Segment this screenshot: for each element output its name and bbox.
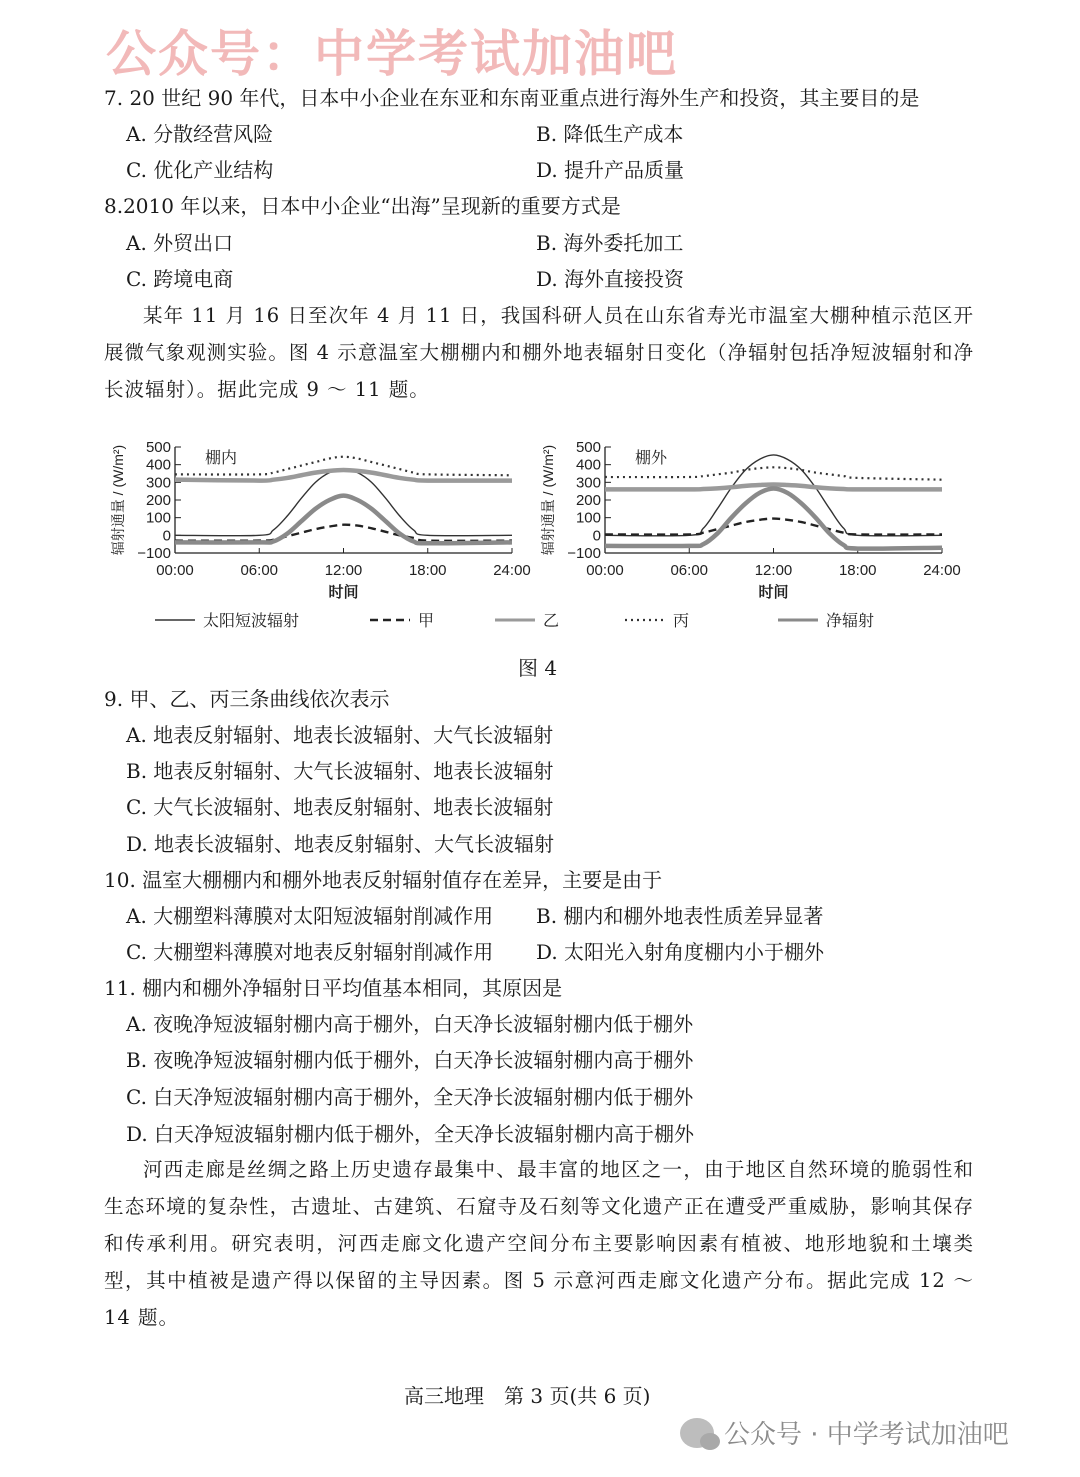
q11-stem: 11. 棚内和棚外净辐射日平均值基本相同，其原因是 bbox=[104, 976, 563, 1000]
watermark-text: 公众号：中学考试加油吧 bbox=[106, 25, 678, 83]
q9-option-c[interactable]: C. 大气长波辐射、地表反射辐射、地表长波辐射 bbox=[126, 795, 554, 819]
y-axis-label: 辐射通量 / (W/m²) bbox=[540, 444, 556, 556]
y-tick-label: 500 bbox=[145, 439, 171, 456]
q11-option-b[interactable]: B. 夜晚净短波辐射棚内低于棚外，白天净长波辐射棚内高于棚外 bbox=[126, 1048, 694, 1072]
chart-legend bbox=[155, 612, 874, 630]
x-tick-label: 00:00 bbox=[586, 562, 624, 579]
q9-option-d[interactable]: D. 地表长波辐射、地表反射辐射、大气长波辐射 bbox=[126, 832, 555, 856]
x-tick-label: 18:00 bbox=[408, 562, 447, 579]
page-footer: 高三地理 第 3 页(共 6 页) bbox=[404, 1384, 651, 1408]
q7-option-d[interactable]: D. 提升产品质量 bbox=[536, 158, 685, 182]
q8-stem: 8.2010 年以来，日本中小企业“出海”呈现新的重要方式是 bbox=[104, 194, 621, 218]
q7-stem: 7. 20 世纪 90 年代，日本中小企业在东亚和东南亚重点进行海外生产和投资，其主要目的是 bbox=[104, 86, 920, 110]
q10-option-d[interactable]: D. 太阳光入射角度棚内小于棚外 bbox=[536, 940, 825, 964]
y-tick-label: 100 bbox=[145, 509, 171, 527]
x-axis-label: 时间 bbox=[758, 584, 789, 601]
y-axis-label: 辐射通量 / (W/m²) bbox=[110, 444, 126, 556]
y-tick-label: 200 bbox=[145, 492, 171, 509]
q7-option-a[interactable]: A. 分散经营风险 bbox=[126, 122, 274, 146]
figure-caption: 图 4 bbox=[518, 656, 558, 680]
wechat-watermark-text: 公众号 · 中学考试加油吧 bbox=[724, 1420, 1009, 1450]
passage-greenhouse: 某年 11 月 16 日至次年 4 月 11 日，我国科研人员在山东省寿光市温室大棚种植示范区开展微气象观测实验。图 4 示意温室大棚棚内和棚外地表辐射日变化（净辐射包括净短波辐射和净长波辐射）。据此完成 9 ～ 11 题。 bbox=[104, 304, 974, 401]
legend-label-jia: 甲 bbox=[418, 613, 435, 630]
x-axis-label: 时间 bbox=[328, 584, 359, 601]
x-tick-label: 06:00 bbox=[240, 562, 279, 579]
y-tick-label: 500 bbox=[575, 439, 601, 456]
y-tick-label: −100 bbox=[567, 545, 601, 562]
q11-option-d[interactable]: D. 白天净短波辐射棚内低于棚外，全天净长波辐射棚内高于棚外 bbox=[126, 1122, 695, 1146]
legend-label-bing: 丙 bbox=[673, 613, 690, 630]
x-tick-label: 00:00 bbox=[156, 562, 194, 579]
passage-hexi-corridor: 河西走廊是丝绸之路上历史遗存最集中、最丰富的地区之一，由于地区自然环境的脆弱性和生态环境的复杂性，古遗址、古建筑、石窟寺及石刻等文化遗产正在遭受严重威胁，影响其保存和传承利用。研究表明，河西走廊文化遗产空间分布主要影响因素有植被、地形地貌和土壤类型，其中植被是遗产得以保留的主导因素。图 5 示意河西走廊文化遗产分布。据此完成 12 ～ 14 题。 bbox=[104, 1158, 974, 1329]
q10-option-c[interactable]: C. 大棚塑料薄膜对地表反射辐射削减作用 bbox=[126, 940, 494, 964]
q7-option-c[interactable]: C. 优化产业结构 bbox=[126, 158, 274, 182]
q11-option-c[interactable]: C. 白天净短波辐射棚内高于棚外，全天净长波辐射棚内低于棚外 bbox=[126, 1085, 694, 1109]
figure-4-charts bbox=[100, 425, 980, 640]
series-line-yi bbox=[175, 470, 512, 481]
y-tick-label: 300 bbox=[575, 474, 601, 492]
q8-option-b[interactable]: B. 海外委托加工 bbox=[536, 231, 684, 255]
y-tick-label: 300 bbox=[145, 474, 171, 492]
x-tick-label: 06:00 bbox=[670, 562, 709, 579]
y-tick-label: 0 bbox=[162, 527, 171, 545]
wechat-icon bbox=[680, 1418, 714, 1448]
wechat-watermark bbox=[680, 1414, 1009, 1451]
y-tick-label: 400 bbox=[575, 456, 601, 474]
q8-option-a[interactable]: A. 外贸出口 bbox=[126, 231, 234, 255]
chart-panel-2 bbox=[540, 439, 961, 601]
y-tick-label: 400 bbox=[145, 456, 171, 474]
legend-label-yi: 乙 bbox=[543, 613, 560, 630]
y-tick-label: 100 bbox=[575, 509, 601, 527]
q10-option-b[interactable]: B. 棚内和棚外地表性质差异显著 bbox=[536, 904, 824, 928]
chart-panel-1 bbox=[110, 439, 531, 601]
q8-option-d[interactable]: D. 海外直接投资 bbox=[536, 267, 685, 291]
y-tick-label: −100 bbox=[137, 545, 171, 562]
q7-option-b[interactable]: B. 降低生产成本 bbox=[536, 122, 684, 146]
legend-label-solar: 太阳短波辐射 bbox=[203, 613, 300, 630]
q9-option-b[interactable]: B. 地表反射辐射、大气长波辐射、地表长波辐射 bbox=[126, 759, 554, 783]
panel-title: 棚内 bbox=[205, 450, 238, 467]
legend-label-net: 净辐射 bbox=[826, 613, 875, 630]
x-tick-label: 24:00 bbox=[493, 562, 531, 579]
x-tick-label: 12:00 bbox=[754, 562, 793, 579]
panel-title: 棚外 bbox=[635, 450, 668, 467]
y-tick-label: 200 bbox=[575, 492, 601, 509]
x-tick-label: 24:00 bbox=[923, 562, 961, 579]
series-line-jia bbox=[605, 519, 942, 535]
q8-option-c[interactable]: C. 跨境电商 bbox=[126, 267, 234, 291]
q10-option-a[interactable]: A. 大棚塑料薄膜对太阳短波辐射削减作用 bbox=[126, 904, 494, 928]
q9-stem: 9. 甲、乙、丙三条曲线依次表示 bbox=[104, 687, 390, 711]
x-tick-label: 12:00 bbox=[324, 562, 363, 579]
q10-stem: 10. 温室大棚棚内和棚外地表反射辐射值存在差异，主要是由于 bbox=[104, 868, 663, 892]
q11-option-a[interactable]: A. 夜晚净短波辐射棚内高于棚外，白天净长波辐射棚内低于棚外 bbox=[126, 1012, 694, 1036]
q9-option-a[interactable]: A. 地表反射辐射、地表长波辐射、大气长波辐射 bbox=[126, 723, 554, 747]
y-tick-label: 0 bbox=[592, 527, 601, 545]
series-line-jia bbox=[175, 525, 512, 541]
series-line-bing bbox=[605, 467, 942, 479]
x-tick-label: 18:00 bbox=[838, 562, 877, 579]
